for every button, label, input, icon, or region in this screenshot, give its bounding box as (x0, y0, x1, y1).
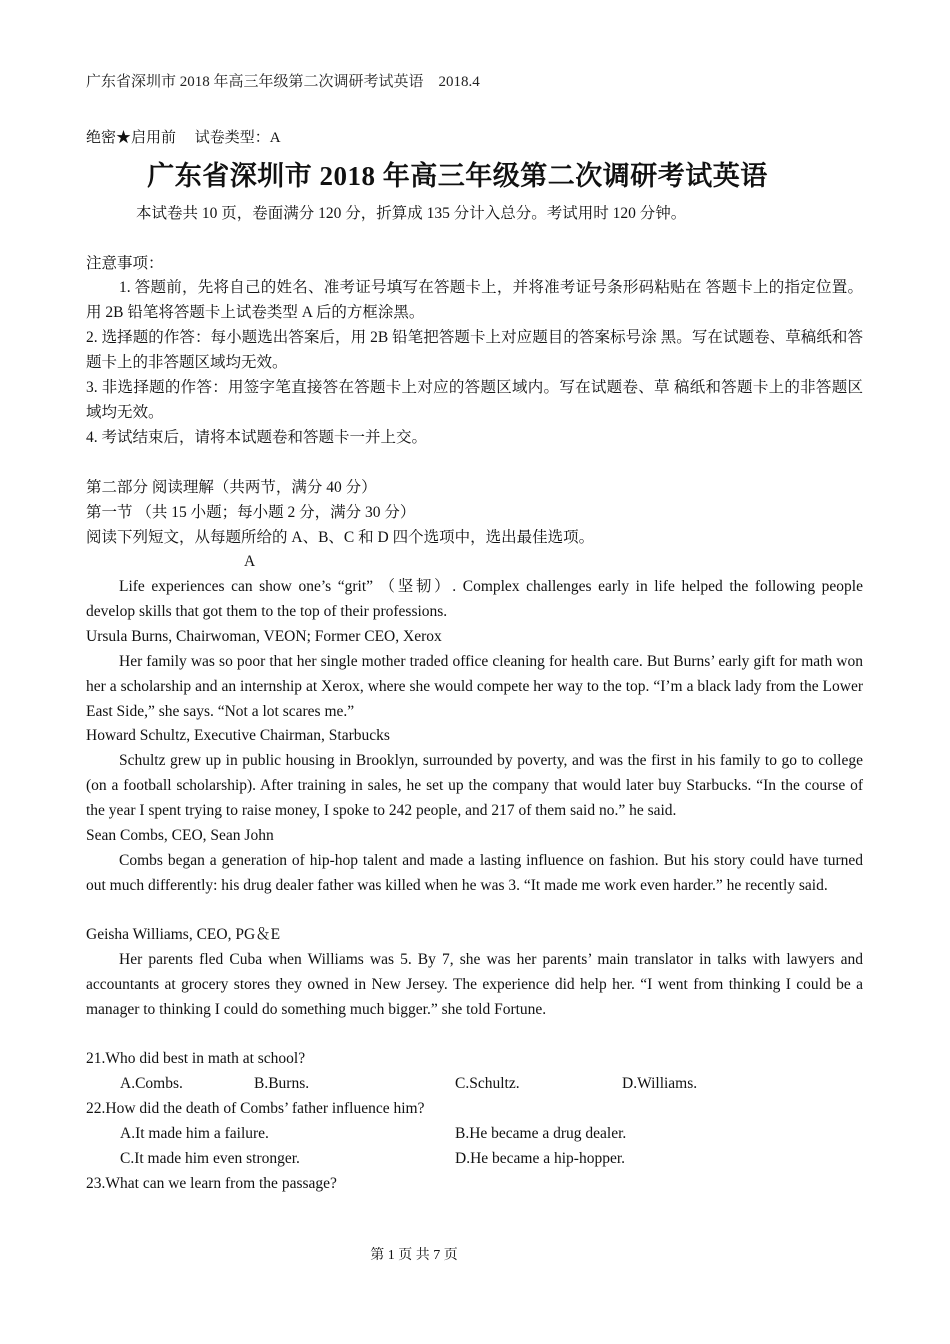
person-text-schultz: Schultz grew up in public housing in Brooklyn, surrounded by poverty, and was the first in his family to go to college (on a football scholarship). After training in sales, he set up the company that would later buy Starbucks. “In the course of the year I spent trying to raise money, I spoke to 242 people, and 217 of them said no.” he said. (86, 752, 863, 819)
question-23-stem: 23.What can we learn from the passage? (86, 1175, 337, 1192)
section-instruction: 阅读下列短文，从每题所给的 A、B、C 和 D 四个选项中，选出最佳选项。 (86, 529, 595, 546)
passage-label: A (244, 553, 256, 570)
question-22-option-b: B.He became a drug dealer. (455, 1125, 627, 1142)
running-header: 广东省深圳市 2018 年高三年级第二次调研考试英语 2018.4 (86, 74, 480, 90)
passage-intro: Life experiences can show one’s “grit” （坚韧）. Complex challenges early in life helped the following people develop skills that got them to the top of their professions. (86, 578, 863, 620)
question-22-options-row-1 (120, 1121, 863, 1146)
person-name-burns: Ursula Burns, Chairwoman, VEON; Former CEO, Xerox (86, 628, 442, 645)
exam-info-subtitle: 本试卷共 10 页，卷面满分 120 分，折算成 135 分计入总分。考试用时 120 分钟。 (136, 205, 687, 222)
note-item-2: 2. 选择题的作答：每小题选出答案后，用 2B 铅笔把答题卡上对应题目的答案标号涂 黑。写在试题卷、草稿纸和答题卡上的非答题区域均无效。 (86, 329, 863, 371)
question-22-option-a: A.It made him a failure. (120, 1125, 269, 1142)
person-text-burns: Her family was so poor that her single mother traded office cleaning for health care. But Burns’ early gift for math won her a scholarship and an internship at Xerox, where she would compete her way to the top. “I’m a black lady from the Lower East Side,” she says. “Not a lot scares me.” (86, 653, 863, 720)
person-name-schultz: Howard Schultz, Executive Chairman, Starbucks (86, 727, 390, 744)
person-text-combs: Combs began a generation of hip-hop talent and made a lasting influence on fashion. But his story could have turned out much differently: his drug dealer father was killed when he was 3. “It made me work even harder.” he recently said. (86, 852, 863, 894)
note-item-3: 3. 非选择题的作答：用签字笔直接答在答题卡上对应的答题区域内。写在试题卷、草 稿纸和答题卡上的非答题区域均无效。 (86, 379, 863, 421)
section-heading: 第一节 （共 15 小题；每小题 2 分，满分 30 分） (86, 504, 416, 521)
question-21-option-d: D.Williams. (622, 1075, 698, 1092)
question-22-stem: 22.How did the death of Combs’ father influence him? (86, 1100, 425, 1117)
notes-heading: 注意事项： (86, 255, 164, 272)
question-21-stem: 21.Who did best in math at school? (86, 1050, 306, 1067)
question-22-options-row-2 (120, 1146, 863, 1171)
note-item-4: 4. 考试结束后，请将本试题卷和答题卡一并上交。 (86, 429, 428, 446)
question-22-option-d: D.He became a hip-hopper. (455, 1150, 626, 1167)
page-title: 广东省深圳市 2018 年高三年级第二次调研考试英语 (147, 161, 768, 191)
note-item-1: 1. 答题前，先将自己的姓名、准考证号填写在答题卡上，并将准考证号条形码粘贴在 答题卡上的指定位置。用 2B 铅笔将答题卡上试卷类型 A 后的方框涂黑。 (86, 279, 863, 321)
person-name-williams: Geisha Williams, CEO, PG＆E (86, 926, 281, 943)
person-text-williams: Her parents fled Cuba when Williams was 5. By 7, she was her parents’ main translator in talks with lawyers and accountants at grocery stores they owned in New Jersey. The experience did help her. “I went from thinking I could be a manager to thinking I could do something much bigger.” she told Fortune. (86, 951, 863, 1018)
part-heading: 第二部分 阅读理解（共两节，满分 40 分） (86, 479, 377, 496)
confidentiality-line: 绝密★启用前 试卷类型：A (86, 130, 281, 146)
page-number-footer: 第 1 页 共 7 页 (370, 1248, 458, 1263)
person-name-combs: Sean Combs, CEO, Sean John (86, 827, 274, 844)
question-21-option-a: A.Combs. (120, 1075, 183, 1092)
question-21-option-b: B.Burns. (254, 1075, 310, 1092)
question-21-options (120, 1071, 863, 1096)
question-21-option-c: C.Schultz. (455, 1075, 520, 1092)
question-22-option-c: C.It made him even stronger. (120, 1150, 300, 1167)
